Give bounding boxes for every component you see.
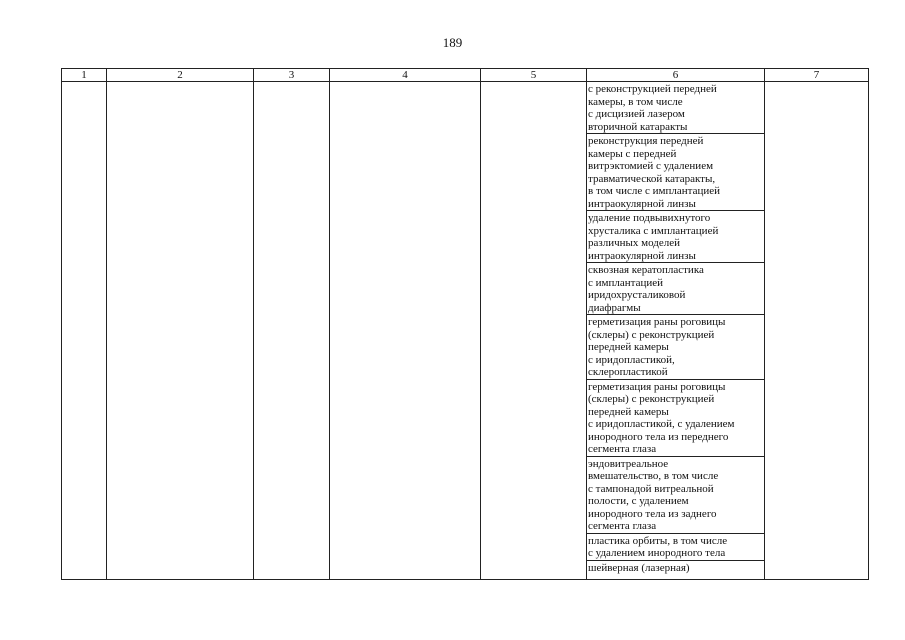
procedure-entry: реконструкция передней камеры с передней витрэктомией с удалением травматической катаракты, в том числе с имплантацией интраокулярной линзы [587,134,764,211]
procedure-entry: с реконструкцией передней камеры, в том числе с дисцизией лазером вторичной катаракты [587,82,764,134]
cell-col-6 [587,82,765,580]
column-header-7: 7 [765,69,869,82]
cell-col-4 [330,82,481,580]
cell-col-2 [107,82,254,580]
procedure-entry: пластика орбиты, в том числе с удалением инородного тела [587,534,764,561]
cell-col-7 [765,82,869,580]
procedure-entry: эндовитреальное вмешательство, в том числе с тампонадой витреальной полости, с удалением инородного тела из заднего сегмента глаза [587,457,764,534]
cell-col-3 [254,82,330,580]
column-header-1: 1 [62,69,107,82]
column-header-3: 3 [254,69,330,82]
table-row [62,82,869,580]
column-header-6: 6 [587,69,765,82]
cell-col-1 [62,82,107,580]
column-header-2: 2 [107,69,254,82]
column-header-4: 4 [330,69,481,82]
column-header-5: 5 [481,69,587,82]
procedure-entry: герметизация раны роговицы (склеры) с реконструкцией передней камеры с иридопластикой, склеропластикой [587,315,764,380]
procedures-table [61,68,869,580]
procedure-entry: сквозная кератопластика с имплантацией иридохрусталиковой диафрагмы [587,263,764,315]
procedure-entry: шейверная (лазерная) [588,561,690,574]
procedure-entry: герметизация раны роговицы (склеры) с реконструкцией передней камеры с иридопластикой, с удалением инородного тела из переднего сегмента глаза [587,380,764,457]
cell-col-5 [481,82,587,580]
header-row [62,69,869,82]
page-number: 189 [442,35,463,50]
procedure-entry: удаление подвывихнутого хрусталика с имплантацией различных моделей интраокулярной линзы [587,211,764,263]
